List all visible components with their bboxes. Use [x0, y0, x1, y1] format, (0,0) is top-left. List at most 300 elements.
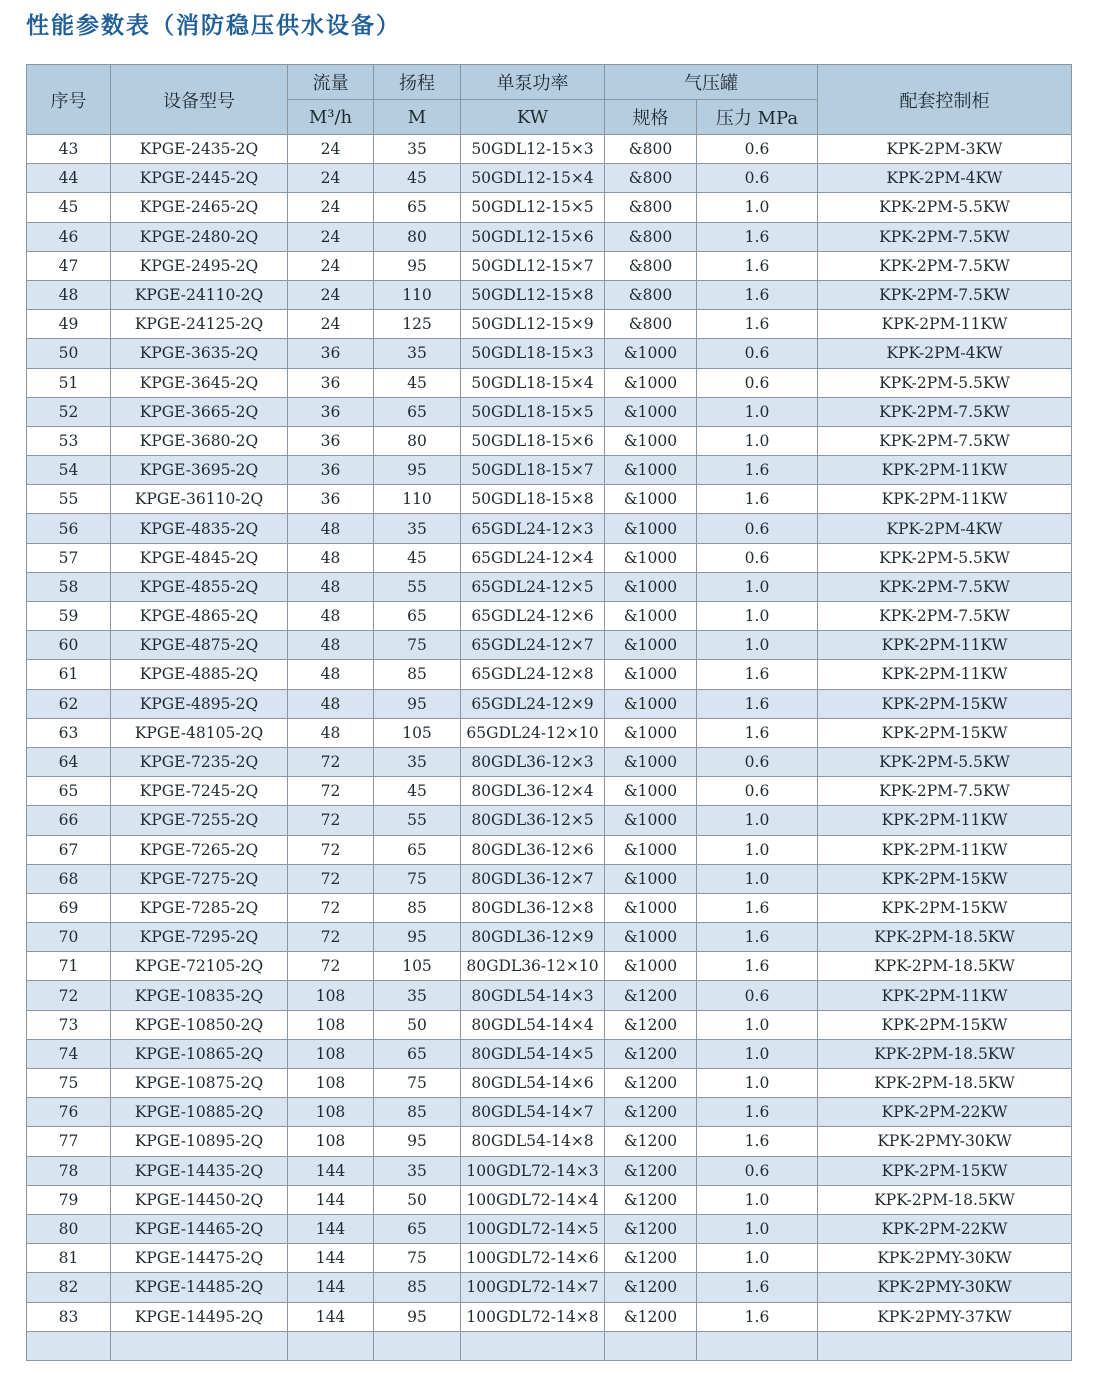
cell-head: 65 [374, 602, 461, 631]
cell-cabinet: KPK-2PM-7.5KW [818, 251, 1072, 280]
cell-head: 110 [374, 485, 461, 514]
cell-tank-spec: &1200 [605, 1069, 697, 1098]
cell-head: 95 [374, 456, 461, 485]
cell-head: 65 [374, 835, 461, 864]
cell-flow: 36 [288, 456, 374, 485]
table-row [27, 1273, 1072, 1302]
cell-cabinet: KPK-2PM-11KW [818, 310, 1072, 339]
cell-tank-spec: &1000 [605, 572, 697, 601]
table-row [27, 1302, 1072, 1331]
cell-cabinet: KPK-2PM-7.5KW [818, 280, 1072, 309]
cell-no: 77 [27, 1127, 111, 1156]
cell-head: 75 [374, 631, 461, 660]
cell-model: KPGE-10895-2Q [111, 1127, 288, 1156]
cell-head: 85 [374, 660, 461, 689]
cell-tank-spec: &1200 [605, 1185, 697, 1214]
cell-tank-spec: &1000 [605, 835, 697, 864]
cell-tank-pressure: 0.6 [697, 1156, 818, 1185]
cell-tank-pressure: 1.0 [697, 1010, 818, 1039]
table-row [27, 164, 1072, 193]
cell-flow: 108 [288, 1069, 374, 1098]
cell-head: 75 [374, 1069, 461, 1098]
cell-tank-spec: &1000 [605, 777, 697, 806]
cell-no: 57 [27, 543, 111, 572]
table-row [27, 1244, 1072, 1273]
cell-model: KPGE-10885-2Q [111, 1098, 288, 1127]
table-row [27, 806, 1072, 835]
cell-pump-power: 100GDL72-14×3 [461, 1156, 605, 1185]
cell-flow: 144 [288, 1214, 374, 1243]
cell-head: 95 [374, 1127, 461, 1156]
cell-model: KPGE-2480-2Q [111, 222, 288, 251]
cell-cabinet: KPK-2PM-7.5KW [818, 426, 1072, 455]
cell-head: 80 [374, 222, 461, 251]
cell-model: KPGE-24110-2Q [111, 280, 288, 309]
cell-tank-spec: &800 [605, 164, 697, 193]
cell-tank-pressure: 0.6 [697, 777, 818, 806]
cell-tank-spec: &1000 [605, 893, 697, 922]
table-row [27, 1010, 1072, 1039]
cell-tank-pressure: 1.6 [697, 310, 818, 339]
cell-tank-pressure: 0.6 [697, 514, 818, 543]
cell-cabinet: KPK-2PM-11KW [818, 981, 1072, 1010]
table-row [27, 456, 1072, 485]
table-row [27, 339, 1072, 368]
cell-model: KPGE-4865-2Q [111, 602, 288, 631]
header-head: 扬程 [374, 65, 461, 100]
table-row [27, 660, 1072, 689]
cell-pump-power: 50GDL12-15×6 [461, 222, 605, 251]
cell-tank-pressure: 0.6 [697, 368, 818, 397]
table-row [27, 251, 1072, 280]
cell-cabinet: KPK-2PM-11KW [818, 631, 1072, 660]
cell-cabinet: KPK-2PM-15KW [818, 1010, 1072, 1039]
cell-tank-spec: &1000 [605, 339, 697, 368]
cell-tank-pressure: 1.0 [697, 1069, 818, 1098]
cell-head: 55 [374, 806, 461, 835]
cell-tank-pressure: 0.6 [697, 135, 818, 164]
cell-pump-power: 50GDL18-15×3 [461, 339, 605, 368]
cell-head: 65 [374, 193, 461, 222]
cell-model: KPGE-10850-2Q [111, 1010, 288, 1039]
header-cabinet: 配套控制柜 [818, 65, 1072, 135]
table-row [27, 602, 1072, 631]
cell-head: 45 [374, 368, 461, 397]
cell-model: KPGE-7265-2Q [111, 835, 288, 864]
table-row [27, 1127, 1072, 1156]
cell-no: 44 [27, 164, 111, 193]
header-tank-pressure: 压力 MPa [697, 100, 818, 135]
cell-flow: 108 [288, 1127, 374, 1156]
cell-cabinet: KPK-2PM-7.5KW [818, 397, 1072, 426]
cell-model: KPGE-7245-2Q [111, 777, 288, 806]
cell-flow: 72 [288, 777, 374, 806]
cell-pump-power: 65GDL24-12×6 [461, 602, 605, 631]
cell-pump-power: 80GDL54-14×5 [461, 1039, 605, 1068]
cell-tank-spec: &1000 [605, 368, 697, 397]
cell-cabinet: KPK-2PM-4KW [818, 514, 1072, 543]
cell-tank-spec: &1200 [605, 1244, 697, 1273]
cell-model: KPGE-2495-2Q [111, 251, 288, 280]
cell-no: 64 [27, 747, 111, 776]
cell-flow: 108 [288, 1010, 374, 1039]
page-title: 性能参数表（消防稳压供水设备） [26, 13, 401, 39]
cell-head: 45 [374, 164, 461, 193]
cell-model: KPGE-3645-2Q [111, 368, 288, 397]
table-row [27, 135, 1072, 164]
table-row [27, 747, 1072, 776]
empty-cell [461, 1331, 605, 1360]
cell-tank-spec: &1200 [605, 1302, 697, 1331]
table-row [27, 485, 1072, 514]
cell-pump-power: 50GDL12-15×5 [461, 193, 605, 222]
cell-cabinet: KPK-2PM-7.5KW [818, 777, 1072, 806]
cell-tank-spec: &1000 [605, 485, 697, 514]
cell-tank-spec: &1000 [605, 426, 697, 455]
cell-tank-spec: &1000 [605, 397, 697, 426]
cell-pump-power: 100GDL72-14×4 [461, 1185, 605, 1214]
cell-flow: 72 [288, 923, 374, 952]
cell-head: 65 [374, 1214, 461, 1243]
cell-flow: 48 [288, 689, 374, 718]
empty-cell [818, 1331, 1072, 1360]
table-row [27, 1185, 1072, 1214]
cell-model: KPGE-7275-2Q [111, 864, 288, 893]
cell-tank-pressure: 1.6 [697, 1098, 818, 1127]
cell-tank-spec: &1200 [605, 981, 697, 1010]
cell-tank-spec: &1200 [605, 1214, 697, 1243]
cell-cabinet: KPK-2PM-5.5KW [818, 543, 1072, 572]
cell-flow: 144 [288, 1302, 374, 1331]
cell-pump-power: 65GDL24-12×4 [461, 543, 605, 572]
cell-flow: 72 [288, 893, 374, 922]
cell-pump-power: 50GDL12-15×9 [461, 310, 605, 339]
cell-head: 95 [374, 923, 461, 952]
cell-tank-spec: &1000 [605, 543, 697, 572]
empty-cell [374, 1331, 461, 1360]
cell-tank-spec: &1200 [605, 1010, 697, 1039]
cell-model: KPGE-24125-2Q [111, 310, 288, 339]
cell-no: 60 [27, 631, 111, 660]
cell-model: KPGE-14475-2Q [111, 1244, 288, 1273]
table-row [27, 923, 1072, 952]
cell-flow: 24 [288, 280, 374, 309]
table-row [27, 1098, 1072, 1127]
cell-flow: 48 [288, 660, 374, 689]
header-power: 单泵功率 [461, 65, 605, 100]
cell-head: 105 [374, 718, 461, 747]
cell-pump-power: 50GDL18-15×6 [461, 426, 605, 455]
cell-model: KPGE-14485-2Q [111, 1273, 288, 1302]
cell-head: 75 [374, 864, 461, 893]
cell-tank-pressure: 0.6 [697, 981, 818, 1010]
cell-no: 81 [27, 1244, 111, 1273]
cell-tank-pressure: 1.6 [697, 1127, 818, 1156]
cell-no: 69 [27, 893, 111, 922]
cell-tank-pressure: 1.0 [697, 602, 818, 631]
cell-flow: 48 [288, 514, 374, 543]
cell-pump-power: 80GDL36-12×3 [461, 747, 605, 776]
cell-pump-power: 80GDL36-12×4 [461, 777, 605, 806]
cell-cabinet: KPK-2PM-7.5KW [818, 572, 1072, 601]
empty-cell [605, 1331, 697, 1360]
table-row [27, 864, 1072, 893]
cell-pump-power: 50GDL18-15×5 [461, 397, 605, 426]
cell-tank-spec: &800 [605, 251, 697, 280]
header-flow: 流量 [288, 65, 374, 100]
cell-flow: 108 [288, 1039, 374, 1068]
cell-tank-pressure: 1.0 [697, 1039, 818, 1068]
cell-pump-power: 80GDL36-12×7 [461, 864, 605, 893]
cell-tank-pressure: 1.6 [697, 1273, 818, 1302]
cell-cabinet: KPK-2PM-18.5KW [818, 952, 1072, 981]
cell-no: 74 [27, 1039, 111, 1068]
cell-no: 73 [27, 1010, 111, 1039]
empty-cell [111, 1331, 288, 1360]
cell-tank-pressure: 1.0 [697, 426, 818, 455]
cell-head: 35 [374, 514, 461, 543]
cell-cabinet: KPK-2PM-3KW [818, 135, 1072, 164]
cell-no: 52 [27, 397, 111, 426]
cell-tank-spec: &1200 [605, 1127, 697, 1156]
table-row [27, 543, 1072, 572]
cell-cabinet: KPK-2PM-11KW [818, 660, 1072, 689]
cell-tank-spec: &1000 [605, 514, 697, 543]
cell-tank-pressure: 1.6 [697, 456, 818, 485]
cell-pump-power: 80GDL54-14×8 [461, 1127, 605, 1156]
cell-head: 35 [374, 135, 461, 164]
cell-tank-pressure: 0.6 [697, 747, 818, 776]
cell-pump-power: 100GDL72-14×6 [461, 1244, 605, 1273]
cell-pump-power: 80GDL54-14×6 [461, 1069, 605, 1098]
cell-head: 80 [374, 426, 461, 455]
table-row [27, 777, 1072, 806]
cell-head: 45 [374, 543, 461, 572]
cell-tank-pressure: 1.6 [697, 280, 818, 309]
cell-pump-power: 80GDL36-12×10 [461, 952, 605, 981]
cell-cabinet: KPK-2PM-7.5KW [818, 222, 1072, 251]
cell-no: 67 [27, 835, 111, 864]
cell-no: 78 [27, 1156, 111, 1185]
cell-pump-power: 65GDL24-12×10 [461, 718, 605, 747]
cell-cabinet: KPK-2PM-4KW [818, 164, 1072, 193]
cell-pump-power: 80GDL54-14×7 [461, 1098, 605, 1127]
cell-cabinet: KPK-2PM-22KW [818, 1214, 1072, 1243]
cell-pump-power: 50GDL12-15×8 [461, 280, 605, 309]
cell-tank-spec: &800 [605, 135, 697, 164]
cell-tank-pressure: 1.0 [697, 864, 818, 893]
table-body [27, 135, 1072, 1361]
table-row [27, 718, 1072, 747]
cell-model: KPGE-7235-2Q [111, 747, 288, 776]
table-row [27, 952, 1072, 981]
cell-flow: 72 [288, 806, 374, 835]
cell-model: KPGE-4855-2Q [111, 572, 288, 601]
empty-cell [288, 1331, 374, 1360]
cell-model: KPGE-4885-2Q [111, 660, 288, 689]
cell-flow: 36 [288, 485, 374, 514]
cell-tank-spec: &1000 [605, 660, 697, 689]
table-row [27, 835, 1072, 864]
cell-cabinet: KPK-2PM-18.5KW [818, 1069, 1072, 1098]
cell-no: 45 [27, 193, 111, 222]
cell-model: KPGE-2445-2Q [111, 164, 288, 193]
cell-flow: 24 [288, 251, 374, 280]
cell-flow: 48 [288, 602, 374, 631]
cell-tank-pressure: 1.0 [697, 835, 818, 864]
cell-no: 65 [27, 777, 111, 806]
cell-cabinet: KPK-2PM-5.5KW [818, 747, 1072, 776]
cell-cabinet: KPK-2PM-11KW [818, 456, 1072, 485]
cell-tank-pressure: 1.6 [697, 485, 818, 514]
cell-flow: 108 [288, 981, 374, 1010]
cell-flow: 144 [288, 1185, 374, 1214]
cell-tank-pressure: 1.6 [697, 893, 818, 922]
cell-no: 56 [27, 514, 111, 543]
cell-pump-power: 65GDL24-12×7 [461, 631, 605, 660]
cell-tank-spec: &1000 [605, 718, 697, 747]
cell-tank-pressure: 1.6 [697, 923, 818, 952]
cell-no: 72 [27, 981, 111, 1010]
cell-head: 35 [374, 747, 461, 776]
cell-no: 51 [27, 368, 111, 397]
table-row [27, 1069, 1072, 1098]
cell-flow: 72 [288, 747, 374, 776]
cell-no: 49 [27, 310, 111, 339]
header-model: 设备型号 [111, 65, 288, 135]
cell-tank-spec: &1000 [605, 456, 697, 485]
cell-head: 35 [374, 339, 461, 368]
cell-flow: 24 [288, 135, 374, 164]
cell-model: KPGE-36110-2Q [111, 485, 288, 514]
cell-model: KPGE-7285-2Q [111, 893, 288, 922]
cell-flow: 72 [288, 864, 374, 893]
cell-flow: 144 [288, 1244, 374, 1273]
cell-no: 43 [27, 135, 111, 164]
cell-tank-spec: &800 [605, 222, 697, 251]
cell-model: KPGE-10865-2Q [111, 1039, 288, 1068]
cell-flow: 144 [288, 1273, 374, 1302]
header-no: 序号 [27, 65, 111, 135]
cell-tank-spec: &1200 [605, 1273, 697, 1302]
cell-tank-pressure: 1.0 [697, 806, 818, 835]
header-power-unit: KW [461, 100, 605, 135]
cell-model: KPGE-14465-2Q [111, 1214, 288, 1243]
table-row [27, 572, 1072, 601]
cell-flow: 24 [288, 310, 374, 339]
cell-model: KPGE-4895-2Q [111, 689, 288, 718]
cell-tank-pressure: 0.6 [697, 339, 818, 368]
cell-flow: 36 [288, 397, 374, 426]
cell-head: 50 [374, 1010, 461, 1039]
cell-tank-spec: &1200 [605, 1039, 697, 1068]
cell-no: 66 [27, 806, 111, 835]
table-row [27, 631, 1072, 660]
table-row [27, 1039, 1072, 1068]
table-row [27, 981, 1072, 1010]
cell-cabinet: KPK-2PM-4KW [818, 339, 1072, 368]
cell-no: 83 [27, 1302, 111, 1331]
cell-no: 62 [27, 689, 111, 718]
cell-tank-spec: &800 [605, 310, 697, 339]
cell-pump-power: 100GDL72-14×5 [461, 1214, 605, 1243]
cell-tank-pressure: 1.0 [697, 572, 818, 601]
cell-head: 110 [374, 280, 461, 309]
cell-model: KPGE-3695-2Q [111, 456, 288, 485]
cell-head: 65 [374, 397, 461, 426]
cell-tank-pressure: 1.0 [697, 631, 818, 660]
table-row [27, 222, 1072, 251]
cell-tank-pressure: 1.0 [697, 397, 818, 426]
cell-model: KPGE-2465-2Q [111, 193, 288, 222]
cell-head: 50 [374, 1185, 461, 1214]
header-tank-spec: 规格 [605, 100, 697, 135]
cell-head: 75 [374, 1244, 461, 1273]
header-tank: 气压罐 [605, 65, 818, 100]
cell-no: 58 [27, 572, 111, 601]
cell-flow: 48 [288, 631, 374, 660]
cell-pump-power: 80GDL54-14×3 [461, 981, 605, 1010]
cell-tank-spec: &800 [605, 280, 697, 309]
cell-cabinet: KPK-2PM-18.5KW [818, 1039, 1072, 1068]
cell-no: 71 [27, 952, 111, 981]
cell-cabinet: KPK-2PM-22KW [818, 1098, 1072, 1127]
cell-model: KPGE-14435-2Q [111, 1156, 288, 1185]
table-row [27, 1214, 1072, 1243]
table-row [27, 397, 1072, 426]
cell-pump-power: 50GDL18-15×7 [461, 456, 605, 485]
cell-pump-power: 100GDL72-14×8 [461, 1302, 605, 1331]
cell-pump-power: 50GDL12-15×3 [461, 135, 605, 164]
cell-tank-spec: &1000 [605, 602, 697, 631]
cell-pump-power: 80GDL36-12×5 [461, 806, 605, 835]
cell-no: 79 [27, 1185, 111, 1214]
cell-pump-power: 80GDL36-12×6 [461, 835, 605, 864]
cell-cabinet: KPK-2PM-5.5KW [818, 193, 1072, 222]
header-flow-unit: M³/h [288, 100, 374, 135]
cell-flow: 24 [288, 193, 374, 222]
cell-head: 85 [374, 893, 461, 922]
cell-tank-pressure: 1.0 [697, 1244, 818, 1273]
cell-model: KPGE-3680-2Q [111, 426, 288, 455]
empty-cell [27, 1331, 111, 1360]
table-row [27, 1156, 1072, 1185]
cell-cabinet: KPK-2PM-15KW [818, 1156, 1072, 1185]
table-row [27, 689, 1072, 718]
cell-cabinet: KPK-2PM-15KW [818, 893, 1072, 922]
cell-flow: 72 [288, 952, 374, 981]
cell-tank-pressure: 1.6 [697, 222, 818, 251]
cell-model: KPGE-3665-2Q [111, 397, 288, 426]
cell-cabinet: KPK-2PM-15KW [818, 864, 1072, 893]
performance-table [26, 64, 1072, 1361]
cell-tank-pressure: 1.6 [697, 689, 818, 718]
table-row [27, 368, 1072, 397]
cell-pump-power: 65GDL24-12×3 [461, 514, 605, 543]
header-head-unit: M [374, 100, 461, 135]
cell-head: 85 [374, 1098, 461, 1127]
cell-model: KPGE-10875-2Q [111, 1069, 288, 1098]
cell-cabinet: KPK-2PM-11KW [818, 485, 1072, 514]
cell-tank-pressure: 1.0 [697, 1214, 818, 1243]
cell-no: 61 [27, 660, 111, 689]
cell-cabinet: KPK-2PMY-30KW [818, 1273, 1072, 1302]
cell-head: 35 [374, 981, 461, 1010]
cell-pump-power: 80GDL36-12×9 [461, 923, 605, 952]
table-row [27, 193, 1072, 222]
cell-model: KPGE-48105-2Q [111, 718, 288, 747]
empty-cell [697, 1331, 818, 1360]
